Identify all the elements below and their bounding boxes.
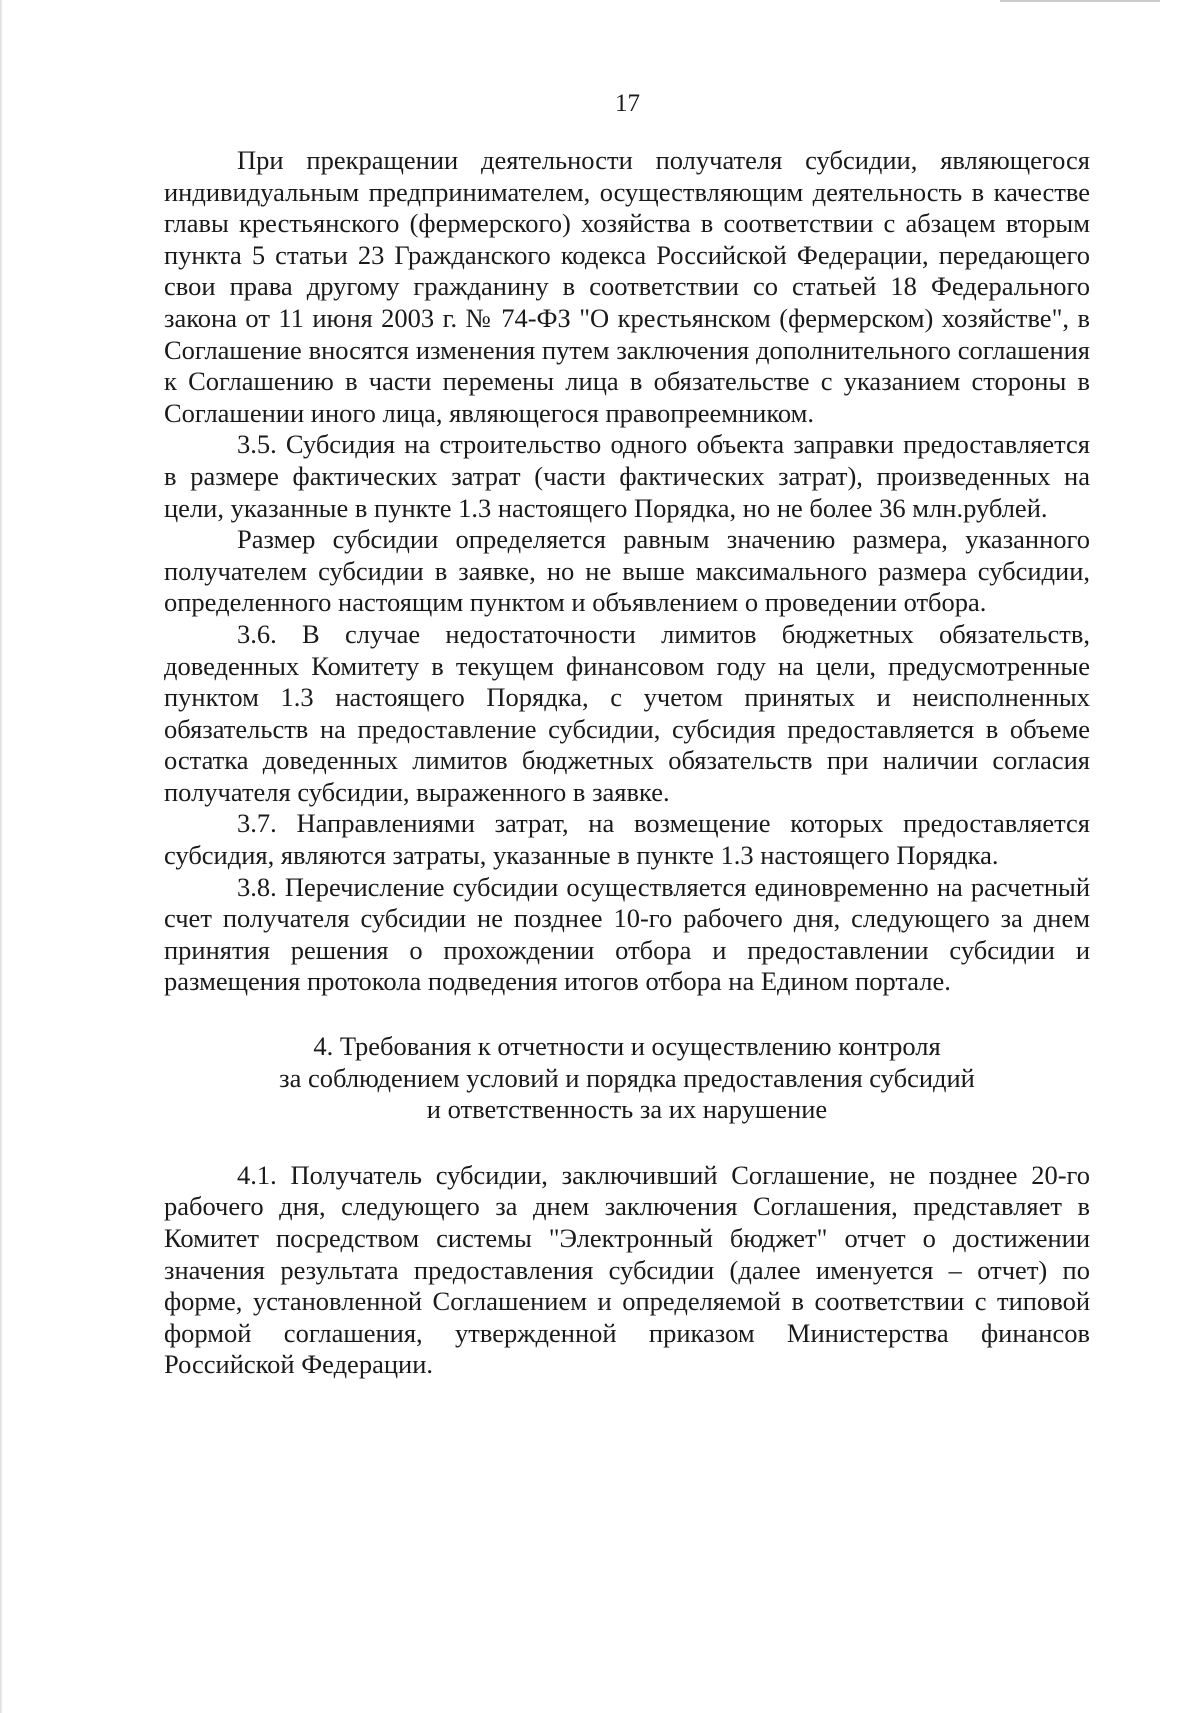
paragraph-3-6: 3.6. В случае недостаточности лимитов бюджетных обязательств, доведенных Комитету в текущем финансовом году на цели, предусмотренные пунктом 1.3 настоящего Порядка, с учетом принятых и неисполненных обязательств на предоставление субсидии, субсидия предоставляется в объеме остатка доведенных лимитов бюджетных обязательств при наличии согласия получателя субсидии, выраженного в заявке. xyxy=(164,618,1090,807)
paragraph-4-1: 4.1. Получатель субсидии, заключивший Соглашение, не позднее 20-го рабочего дня, следующего за днем заключения Соглашения, представляет в Комитет посредством системы "Электронный бюджет" отчет о достижении значения результата предоставления субсидии (далее именуется – отчет) по форме, установленной Соглашением и определяемой в соответствии с типовой формой соглашения, утвержденной приказом Министерства финансов Российской Федерации. xyxy=(164,1159,1090,1380)
section-heading-line-2: за соблюдением условий и порядка предоставления субсидий xyxy=(279,1062,975,1093)
paragraph-successor: При прекращении деятельности получателя субсидии, являющегося индивидуальным предпринимателем, осуществляющим деятельность в качестве главы крестьянского (фермерского) хозяйства в соответствии с абзацем вторым пункта 5 статьи 23 Гражданского кодекса Российской Федерации, передающего свои права другому гражданину в соответствии со статьей 18 Федерального закона от 11 июня 2003 г. № 74-ФЗ "О крестьянском (фермерском) хозяйстве", в Соглашение вносятся изменения путем заключения дополнительного соглашения к Соглашению в части перемены лица в обязательстве с указанием стороны в Соглашении иного лица, являющегося правопреемником. xyxy=(164,145,1090,428)
scan-left-edge xyxy=(0,0,3,1713)
paragraph-3-8: 3.8. Перечисление субсидии осуществляется единовременно на расчетный счет получателя субсидии не позднее 10-го рабочего дня, следующего за днем принятия решения о прохождении отбора и предоставлении субсидии и размещения протокола подведения итогов отбора на Едином портале. xyxy=(164,871,1090,997)
page-number: 17 xyxy=(615,90,640,117)
section-heading-line-1: 4. Требования к отчетности и осуществлению контроля xyxy=(313,1031,941,1062)
document-body xyxy=(164,145,1090,1381)
paragraph-3-5-size: Размер субсидии определяется равным значению размера, указанного получателем субсидии в заявке, но не выше максимального размера субсидии, определенного настоящим пунктом и объявлением о проведении отбора. xyxy=(164,524,1090,618)
paragraph-3-7: 3.7. Направлениями затрат, на возмещение которых предоставляется субсидия, являются затраты, указанные в пункте 1.3 настоящего Порядка. xyxy=(164,808,1090,871)
paragraph-3-5: 3.5. Субсидия на строительство одного объекта заправки предоставляется в размере фактических затрат (части фактических затрат), произведенных на цели, указанные в пункте 1.3 настоящего Порядка, но не более 36 млн.рублей. xyxy=(164,429,1090,523)
section-heading-line-3: и ответственность за их нарушение xyxy=(426,1094,828,1125)
scan-top-edge xyxy=(1000,0,1160,2)
section-4-heading xyxy=(164,1031,1090,1126)
